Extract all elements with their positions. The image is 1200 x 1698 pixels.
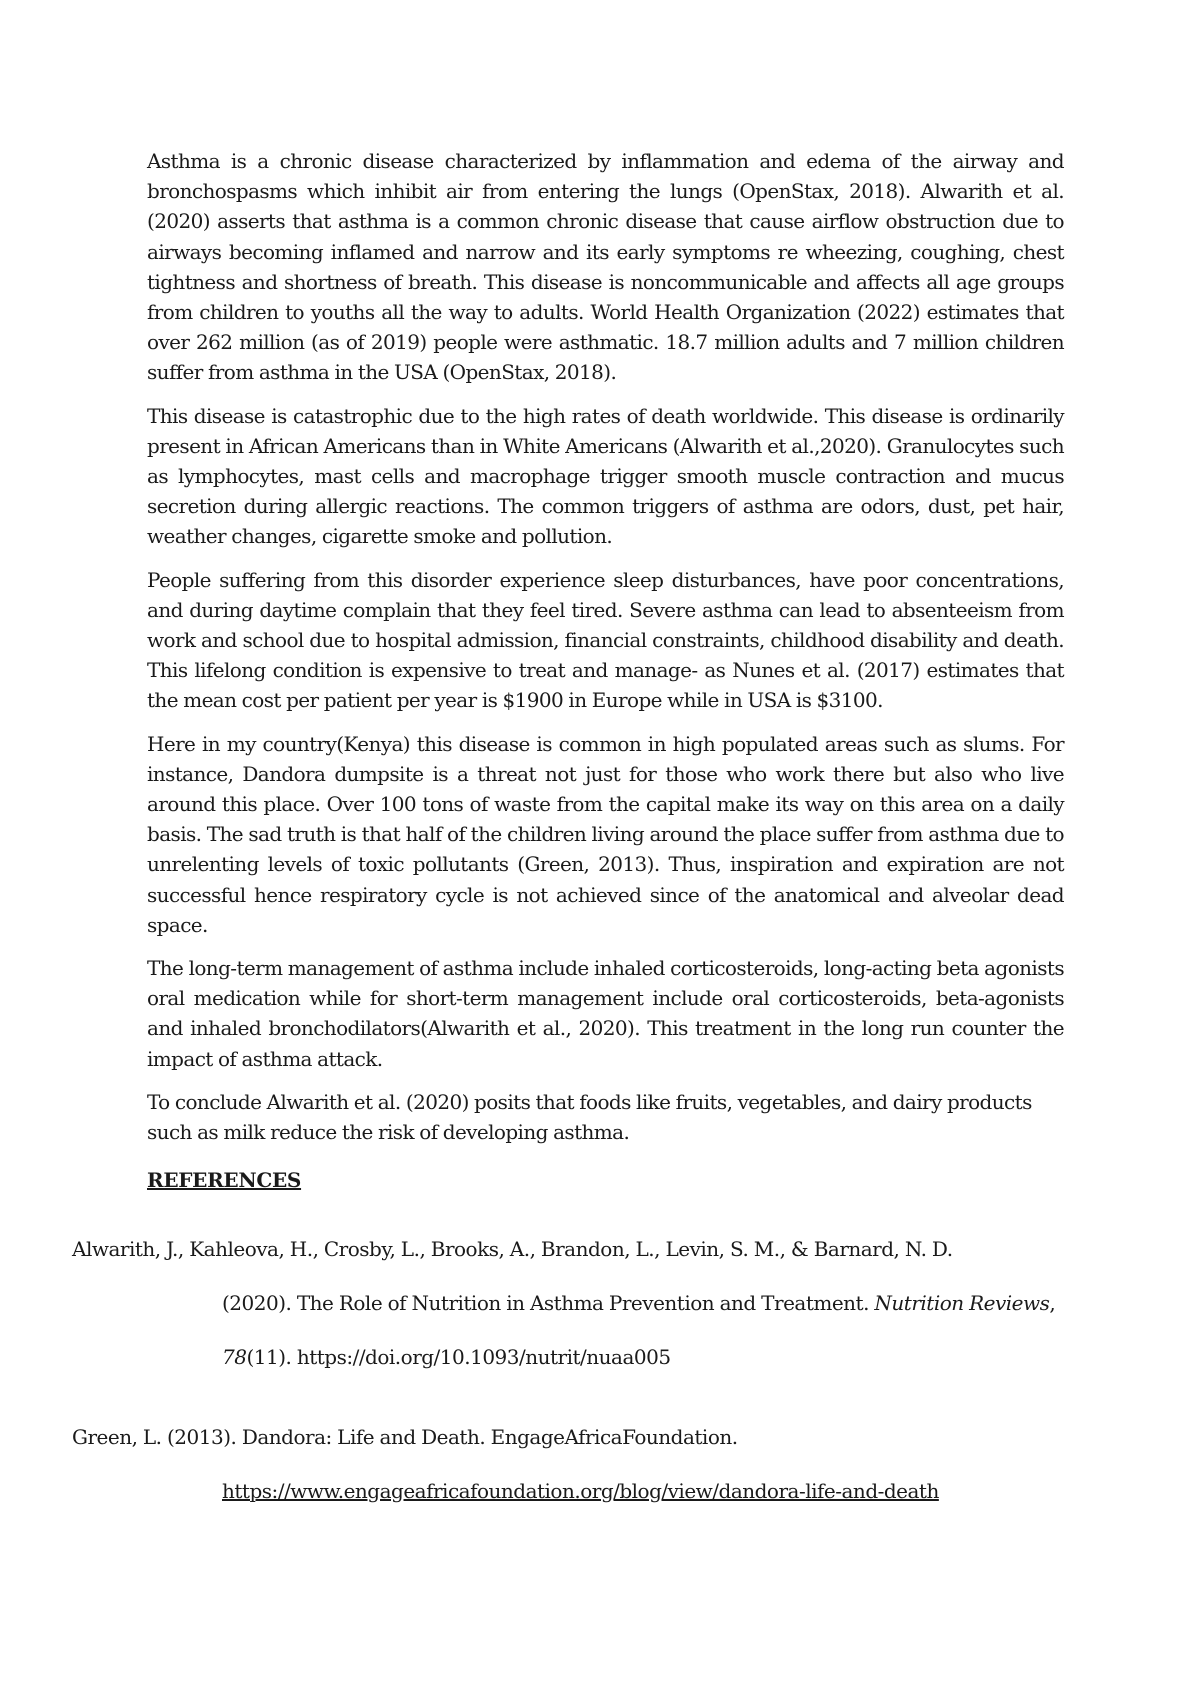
- paragraph-3: People suffering from this disorder experience sleep disturbances, have poor concentrations, and during daytime complain that they feel tired. Severe asthma can lead to absenteeism from work and school due to hospital admission, financial constraints, childhood disability and death. This lifelong condition is expensive to treat and manage- as Nunes et al. (2017) estimates that the mean cost per patient per year is $1900 in Europe while in USA is $3100.: [147, 567, 1064, 713]
- reference-title-line: [147, 1276, 1132, 1330]
- reference-journal: Nutrition Reviews: [874, 1291, 1050, 1315]
- reference-title: (2020). The Role of Nutrition in Asthma Prevention and Treatment.: [222, 1291, 875, 1315]
- references-heading: REFERENCES: [147, 1168, 302, 1193]
- paragraph-6: To conclude Alwarith et al. (2020) posits that foods like fruits, vegetables, and dairy products such as milk reduce the risk of developing asthma.: [147, 1089, 1032, 1145]
- references-list: [72, 1222, 1132, 1544]
- paragraph-2: This disease is catastrophic due to the high rates of death worldwide. This disease is ordinarily present in African Americans than in White Americans (Alwarith et al.,2020). Granulocytes such as lymphocytes, mast cells and macrophage trigger smooth muscle contraction and mucus secretion during allergic reactions. The common triggers of asthma are odors, dust, pet hair, weather changes, cigarette smoke and pollution.: [147, 403, 1064, 549]
- reference-authors: Green, L. (2013). Dandora: Life and Death. EngageAfricaFoundation.: [72, 1425, 738, 1449]
- paragraph-4: Here in my country(Kenya) this disease is common in high populated areas such as slums. For instance, Dandora dumpsite is a threat not just for those who work there but also who live around this place. Over 100 tons of waste from the capital make its way on this area on a daily basis. The sad truth is that half of the children living around the place suffer from asthma due to unrelenting levels of toxic pollutants (Green, 2013). Thus, inspiration and expiration are not successful hence respiratory cycle is not achieved since of the anatomical and alveolar dead space.: [147, 731, 1064, 937]
- paragraph-5: The long-term management of asthma include inhaled corticosteroids, long-acting beta agonists oral medication while for short-term management include oral corticosteroids, beta-agonists and inhaled bronchodilators(Alwarith et al., 2020). This treatment in the long run counter the impact of asthma attack.: [147, 956, 1064, 1071]
- paragraph-1: Asthma is a chronic disease characterized by inflammation and edema of the airway and bronchospasms which inhibit air from entering the lungs (OpenStax, 2018). Alwarith et al. (2020) asserts that asthma is a common chronic disease that cause airflow obstruction due to airways becoming inflamed and narrow and its early symptoms re wheezing, coughing, chest tightness and shortness of breath. This disease is noncommunicable and affects all age groups from children to youths all the way to adults. World Health Organization (2022) estimates that over 262 million (as of 2019) people were asthmatic. 18.7 million adults and 7 million children suffer from asthma in the USA (OpenStax, 2018).: [147, 149, 1064, 385]
- reference-journal-sep: ,: [1049, 1291, 1056, 1315]
- reference-item: [72, 1410, 1132, 1518]
- reference-volume-line: [147, 1330, 1132, 1384]
- reference-doi[interactable]: (11). https://doi.org/10.1093/nutrit/nuaa005: [246, 1345, 671, 1369]
- reference-url-line: [147, 1464, 1132, 1518]
- reference-item: [72, 1222, 1132, 1384]
- reference-volume: 78: [222, 1345, 247, 1369]
- essay-body: [147, 146, 1064, 1195]
- reference-url-link[interactable]: https://www.engageafricafoundation.org/blog/view/dandora-life-and-death: [222, 1479, 939, 1503]
- reference-authors: Alwarith, J., Kahleova, H., Crosby, L., Brooks, A., Brandon, L., Levin, S. M., & Barnard, N. D.: [72, 1237, 953, 1261]
